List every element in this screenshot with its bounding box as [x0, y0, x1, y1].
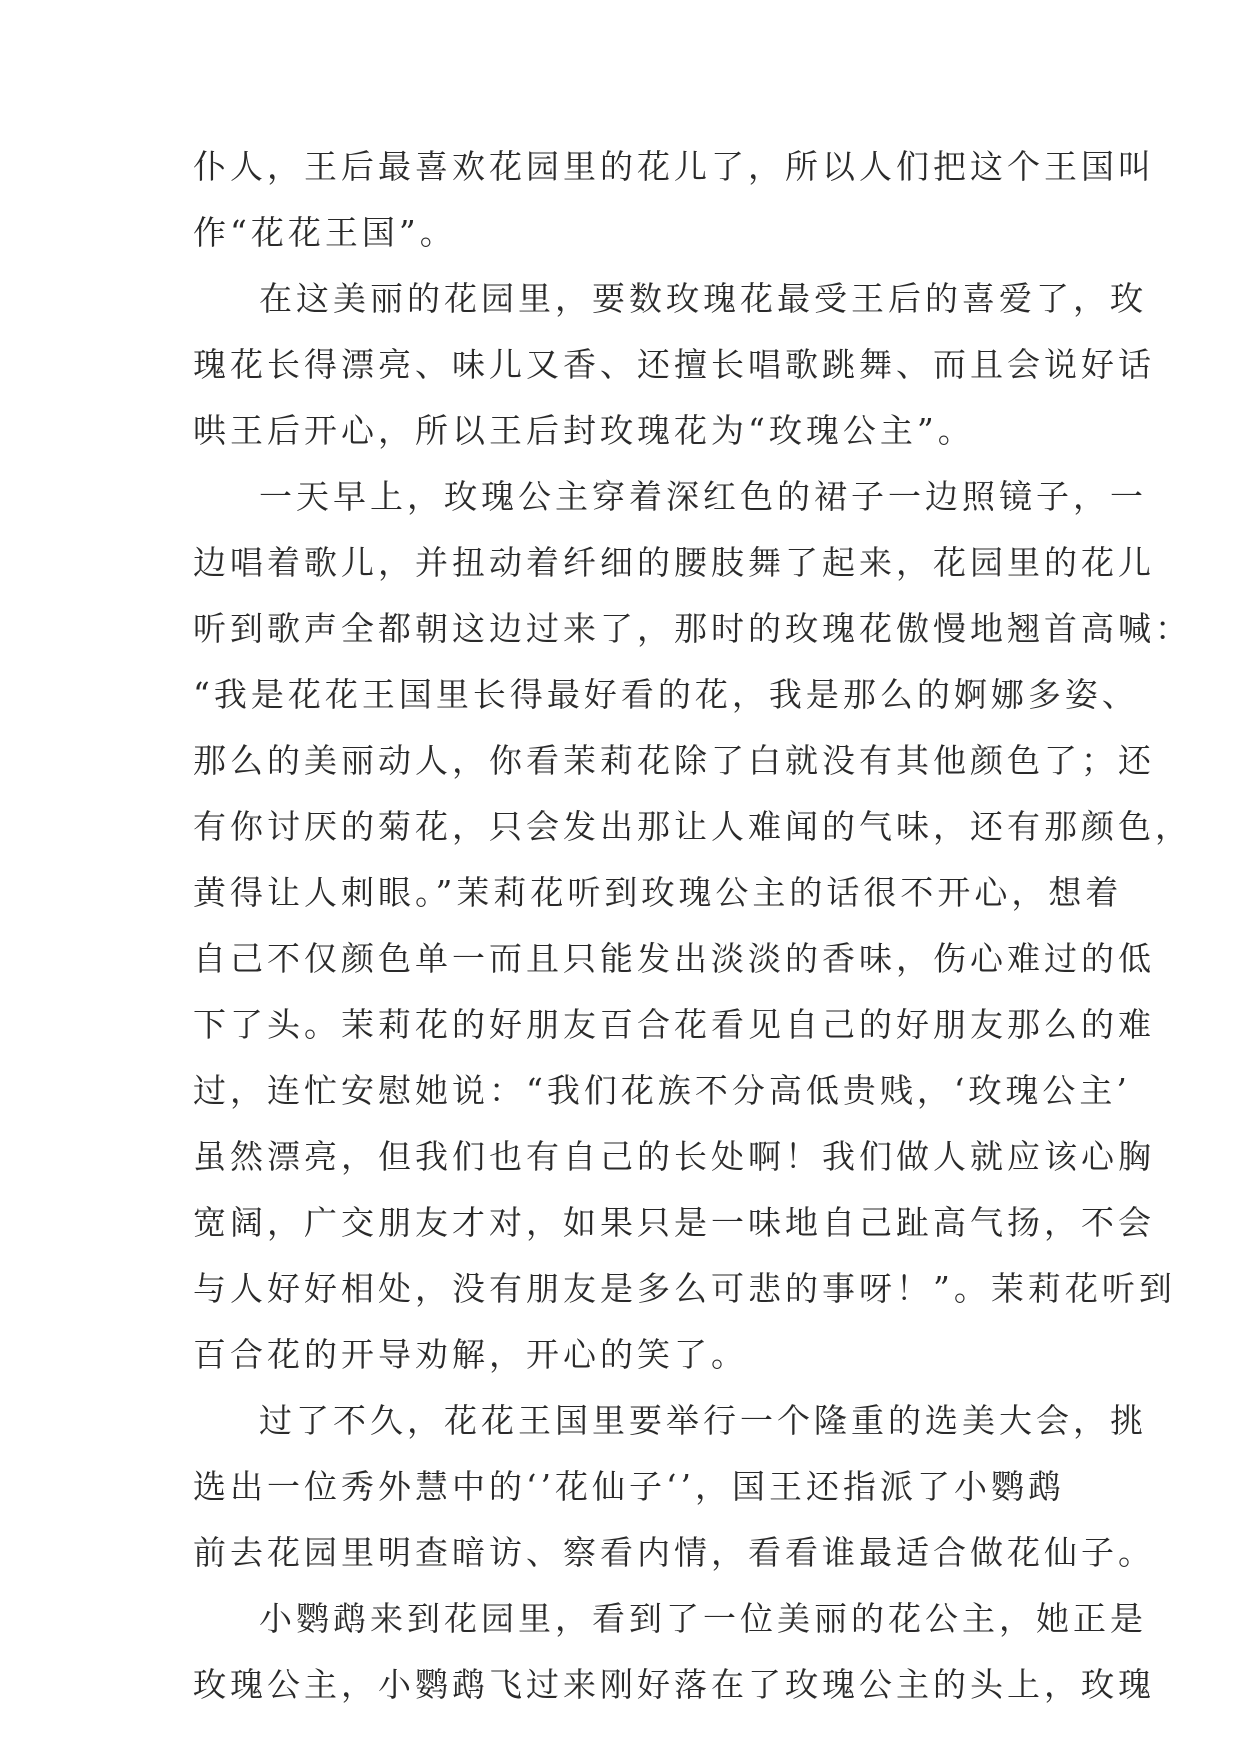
text-line: 过，连忙安慰她说：“我们花族不分高低贵贱，‘玫瑰公主’: [193, 1071, 1131, 1110]
text-line: 有你讨厌的菊花，只会发出那让人难闻的气味，还有那颜色，: [193, 807, 1192, 846]
text-line: 一天早上，玫瑰公主穿着深红色的裙子一边照镜子，一: [259, 477, 1147, 516]
text-line: 前去花园里明查暗访、察看内情，看看谁最适合做花仙子。: [193, 1533, 1155, 1572]
text-line: 百合花的开导劝解，开心的笑了。: [193, 1335, 748, 1374]
text-line: 小鹦鹉来到花园里，看到了一位美丽的花公主，她正是: [259, 1599, 1147, 1638]
text-line: 边唱着歌儿，并扭动着纤细的腰肢舞了起来，花园里的花儿: [193, 543, 1155, 582]
text-line: 宽阔，广交朋友才对，如果只是一味地自己趾高气扬，不会: [193, 1203, 1155, 1242]
text-line: 下了头。茉莉花的好朋友百合花看见自己的好朋友那么的难: [193, 1005, 1155, 1044]
text-line: 过了不久，花花王国里要举行一个隆重的选美大会，挑: [259, 1401, 1147, 1440]
text-line: 仆人，王后最喜欢花园里的花儿了，所以人们把这个王国叫: [193, 147, 1155, 186]
text-line: 那么的美丽动人，你看茉莉花除了白就没有其他颜色了；还: [193, 741, 1155, 780]
text-line: 选出一位秀外慧中的‘’花仙子‘’，国王还指派了小鹦鹉: [193, 1467, 1065, 1506]
text-line: 玫瑰公主，小鹦鹉飞过来刚好落在了玫瑰公主的头上，玫瑰: [193, 1665, 1155, 1704]
text-line: 与人好好相处，没有朋友是多么可悲的事呀！”。茉莉花听到: [193, 1269, 1176, 1308]
text-line: 自己不仅颜色单一而且只能发出淡淡的香味，伤心难过的低: [193, 939, 1155, 978]
text-line: 作“花花王国”。: [193, 213, 457, 252]
text-line: 瑰花长得漂亮、味儿又香、还擅长唱歌跳舞、而且会说好话: [193, 345, 1155, 384]
text-column: [193, 134, 1192, 1718]
text-line: 听到歌声全都朝这边过来了，那时的玫瑰花傲慢地翘首高喊：: [193, 609, 1192, 648]
text-line: 虽然漂亮，但我们也有自己的长处啊！我们做人就应该心胸: [193, 1137, 1155, 1176]
text-line: 哄王后开心，所以王后封玫瑰花为“玫瑰公主”。: [193, 411, 975, 450]
text-line: 黄得让人刺眼。”茉莉花听到玫瑰公主的话很不开心，想着: [193, 873, 1123, 912]
text-line: 在这美丽的花园里，要数玫瑰花最受王后的喜爱了，玫: [259, 279, 1147, 318]
text-line: “我是花花王国里长得最好看的花，我是那么的婀娜多姿、: [193, 675, 1139, 714]
